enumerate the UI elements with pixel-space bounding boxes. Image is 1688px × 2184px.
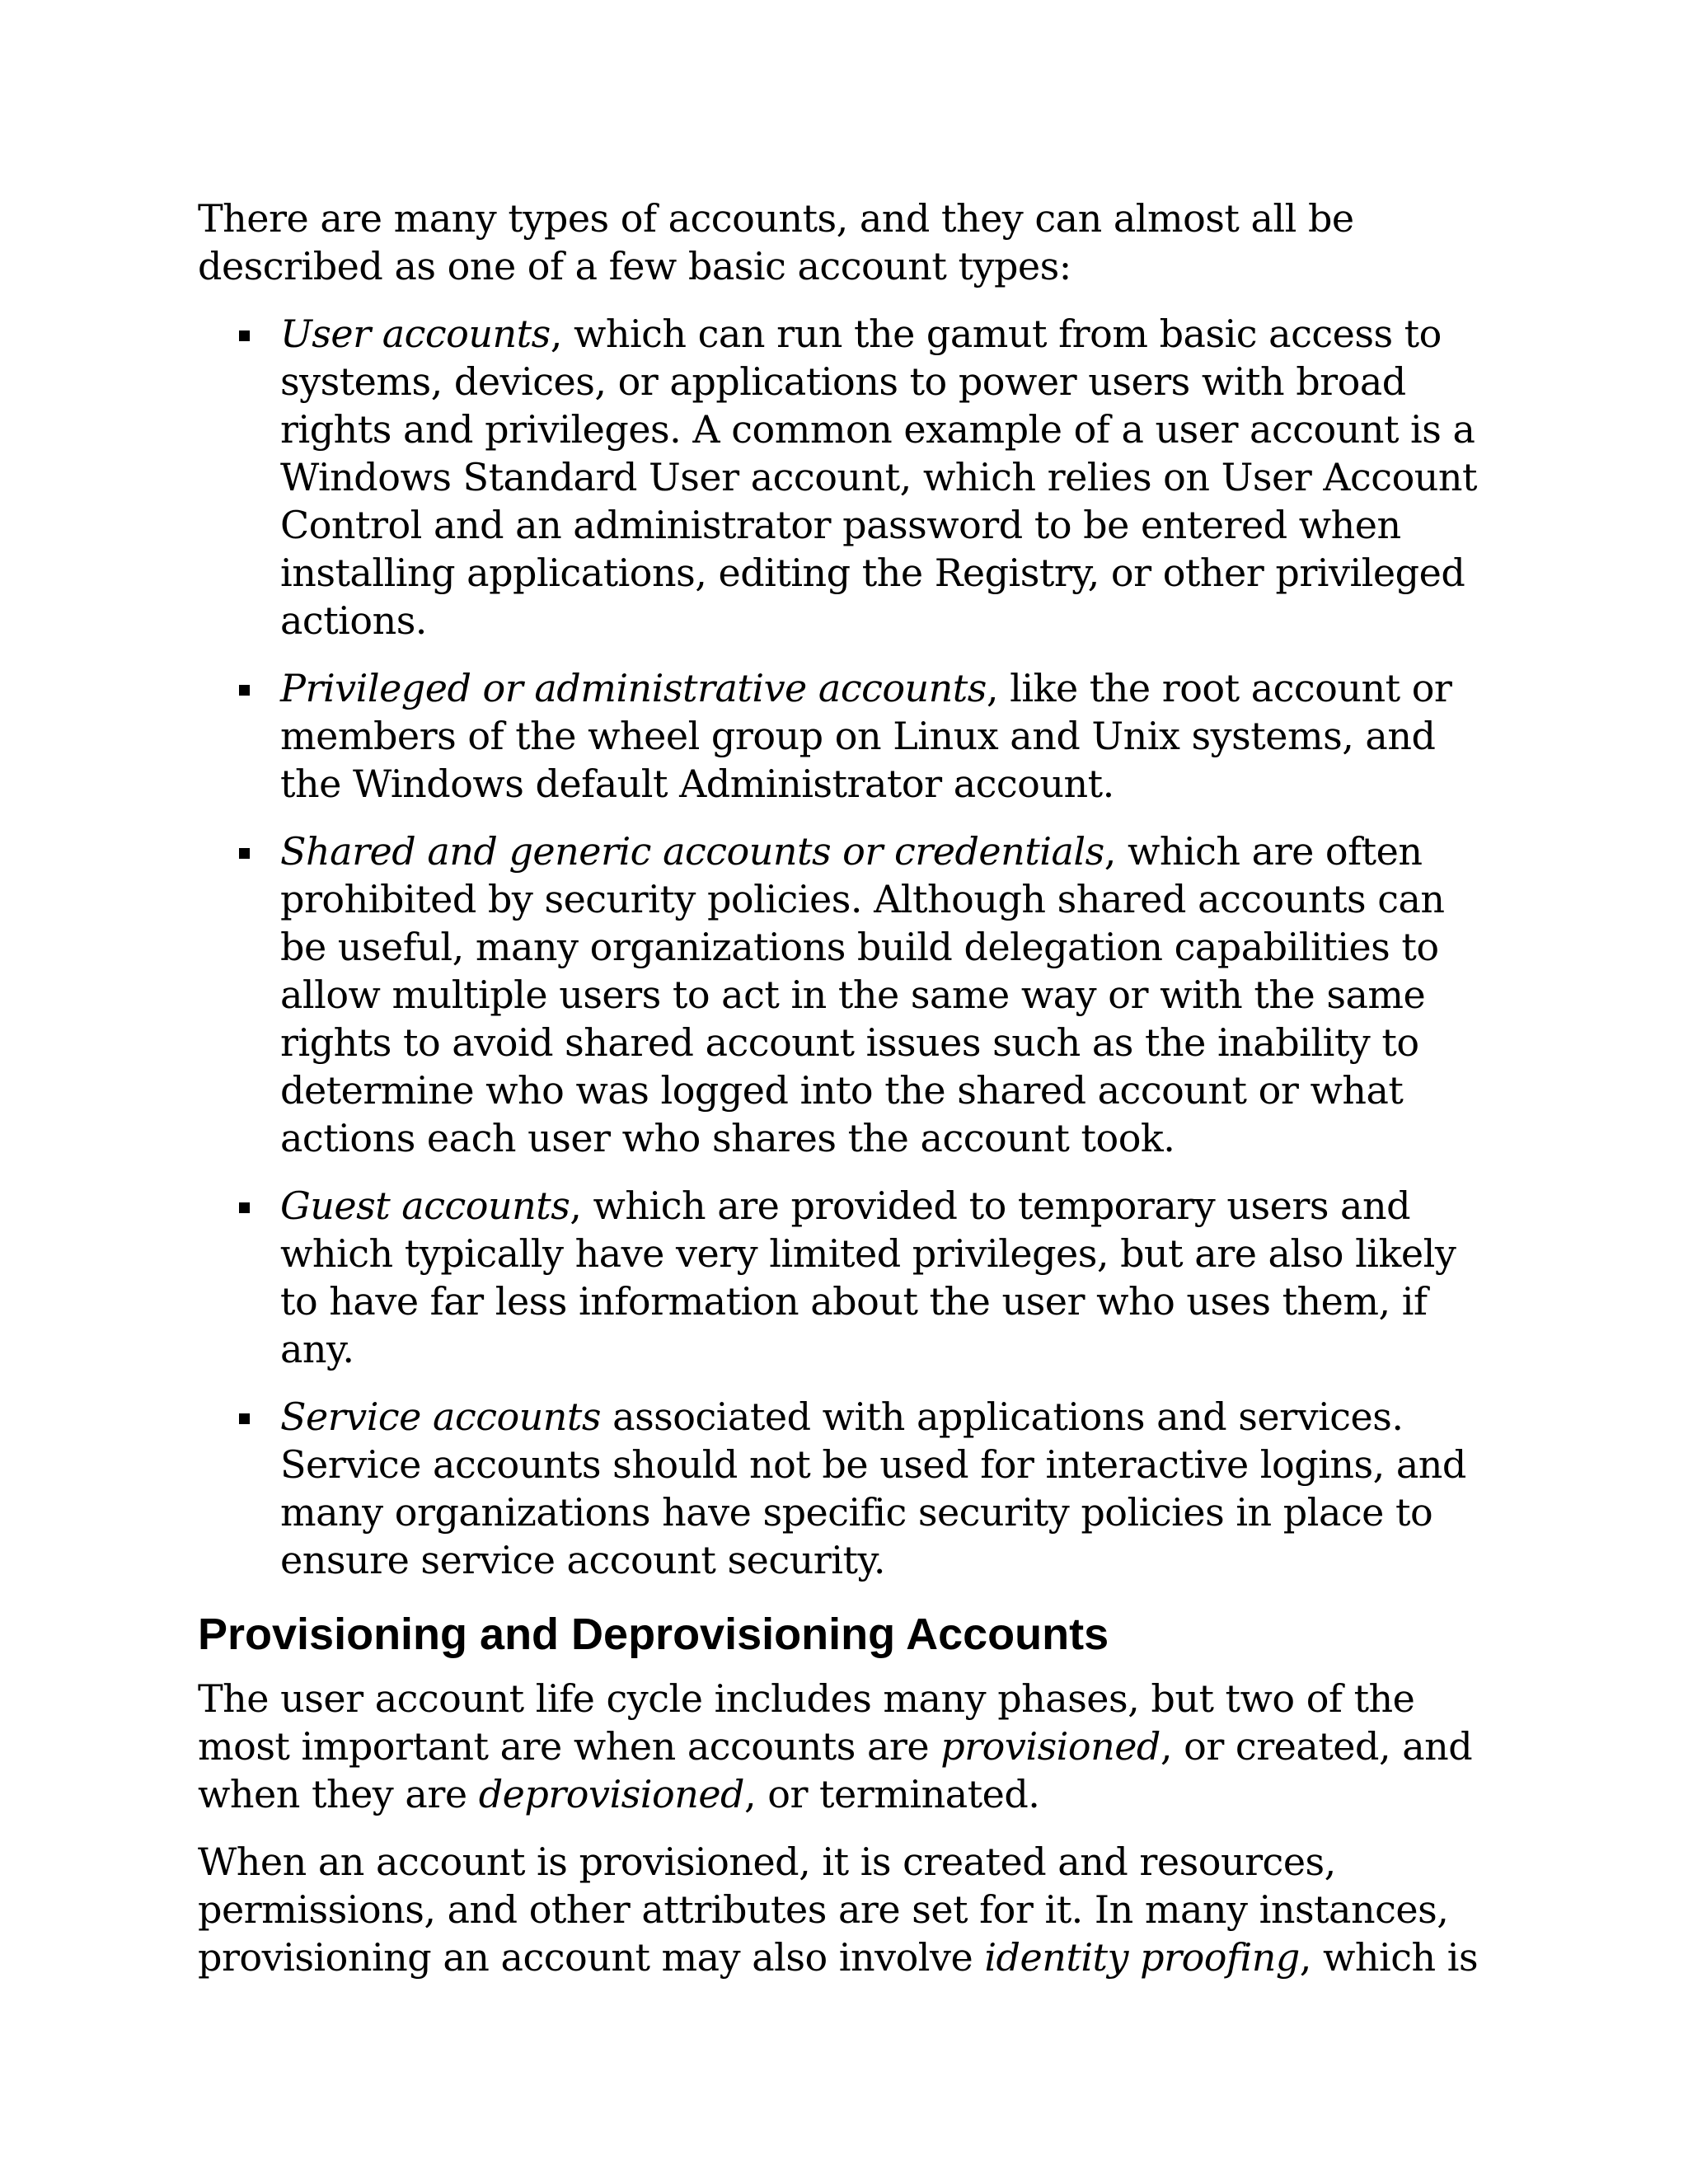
square-bullet-icon	[239, 848, 250, 859]
lifecycle-paragraph	[198, 1675, 1500, 1818]
identity-proofing-term: identity proofing	[984, 1935, 1300, 1980]
list-item-term: Privileged or administrative accounts	[280, 666, 987, 710]
list-item-user-accounts	[198, 310, 1500, 644]
list-item-service-accounts	[198, 1393, 1500, 1584]
lifecycle-text-2: , or created, and when they are	[198, 1724, 1473, 1816]
list-item-guest-accounts	[198, 1182, 1500, 1373]
square-bullet-icon	[239, 1202, 250, 1213]
lifecycle-text-3: , or terminated.	[744, 1772, 1040, 1816]
provisioning-text-1: When an account is provisioned, it is created and resources, permissions, and other attributes are set for it. In many instances, provisioning an account may also involve	[198, 1840, 1449, 1980]
provisioned-term: provisioned	[940, 1724, 1160, 1769]
intro-paragraph: There are many types of accounts, and they can almost all be described as one of a few basic account types:	[198, 196, 1354, 288]
list-item-term: Shared and generic accounts or credentials	[280, 829, 1104, 874]
provisioning-paragraph	[198, 1838, 1500, 1981]
list-item-term: Guest accounts	[280, 1183, 570, 1228]
square-bullet-icon	[239, 685, 250, 696]
lifecycle-text-1: The user account life cycle includes many phases, but two of the most important are when accounts are	[198, 1676, 1415, 1769]
list-item-term: User accounts	[280, 312, 551, 356]
section-heading: Provisioning and Deprovisioning Accounts	[198, 1610, 1109, 1659]
square-bullet-icon	[239, 1413, 250, 1424]
list-item-text: , which can run the gamut from basic access to systems, devices, or applications to power users with broad rights and privileges. A common example of a user account is a Windows Standard User account, which relies on User Account Control and an administrator password to be entered when installing applications, editing the Registry, or other privileged actions.	[280, 312, 1478, 643]
document-page	[198, 194, 1500, 2001]
list-item-term: Service accounts	[280, 1394, 602, 1439]
list-item-privileged-accounts	[198, 664, 1500, 808]
deprovisioned-term: deprovisioned	[478, 1772, 744, 1816]
list-item-text: , which are provided to temporary users and which typically have very limited privileges, but are also likely to have far less information about the user who uses them, if any.	[280, 1183, 1456, 1371]
list-item-text: associated with applications and services. Service accounts should not be used for interactive logins, and many organizations have specific security policies in place to ensure service account security.	[280, 1394, 1466, 1582]
list-item-text: , which are often prohibited by security policies. Although shared accounts can be useful, many organizations build delegation capabilities to allow multiple users to act in the same way or with the same rights to avoid shared account issues such as the inability to determine who was logged into the shared account or what actions each user who shares the account took.	[280, 829, 1445, 1160]
list-item-text: , like the root account or members of the wheel group on Linux and Unix systems, and the Windows default Administrator account.	[280, 666, 1452, 806]
list-item-shared-accounts	[198, 827, 1500, 1162]
square-bullet-icon	[239, 330, 250, 341]
account-types-list	[198, 310, 1500, 1584]
provisioning-text-2: , which is	[1299, 1935, 1479, 1980]
